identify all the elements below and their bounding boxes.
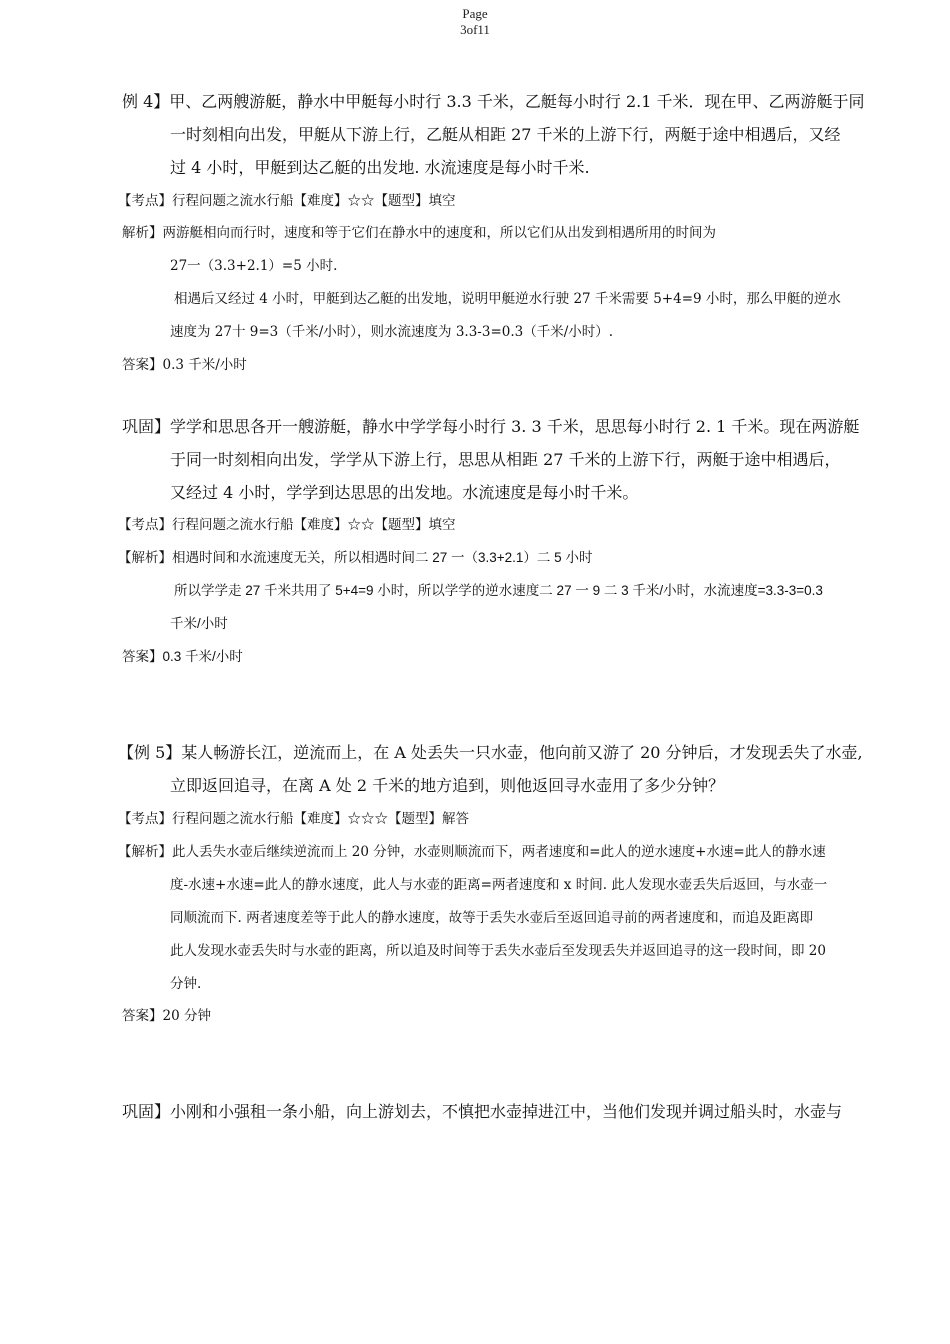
gg1-question-line-3: 又经过 4 小时，学学到达思思的出发地。水流速度是每小时千米。 (170, 483, 639, 502)
gg1-meta: 【考点】行程问题之流水行船【难度】☆☆【题型】填空 (118, 517, 456, 533)
ex4-analysis-line-4: 速度为 27十 9=3（千米/小时），则水流速度为 3.3-3=0.3（千米/小时）. (170, 324, 614, 340)
ex5-question-line-2: 立即返回追寻，在离 A 处 2 千米的地方追到，则他返回寻水壶用了多少分钟？ (170, 776, 725, 795)
ex4-question-line-3: 过 4 小时，甲艇到达乙艇的出发地. 水流速度是每小时千米. (170, 158, 590, 177)
ex5-analysis-line-2: 度-水速+水速=此人的静水速度，此人与水壶的距离=两者速度和 x 时间. 此人发现水壶丢失后返回，与水壶一 (170, 877, 828, 893)
ex4-meta: 【考点】行程问题之流水行船【难度】☆☆【题型】填空 (118, 193, 456, 209)
gg1-question-line-1: 巩固】学学和思思各开一艘游艇，静水中学学每小时行 3. 3 千米，思思每小时行 2. 1 千米。现在两游艇 (122, 417, 860, 436)
ex5-analysis-line-5: 分钟. (170, 976, 202, 992)
gg1-analysis-line-1: 【解析】相遇时间和水流速度无关，所以相遇时间二 27 一（3.3+2.1）二 5 小时 (118, 550, 593, 565)
page-header (0, 6, 950, 38)
page-label: Page (462, 6, 488, 21)
ex5-meta: 【考点】行程问题之流水行船【难度】☆☆☆【题型】解答 (118, 811, 469, 827)
ex4-answer: 答案】0.3 千米/小时 (122, 357, 247, 373)
ex4-question-line-1: 例 4】甲、乙两艘游艇，静水中甲艇每小时行 3.3 千米，乙艇每小时行 2.1 千米．现在甲、乙两游艇于同 (122, 92, 865, 111)
ex5-answer: 答案】20 分钟 (122, 1008, 211, 1024)
gg1-analysis-line-2: 所以学学走 27 千米共用了 5+4=9 小时，所以学学的逆水速度二 27 一 9 二 3 千米/小时，水流速度=3.3-3=0.3 (174, 583, 823, 598)
page-number: 3of11 (460, 22, 490, 37)
gg1-question-line-2: 于同一时刻相向出发，学学从下游上行，思思从相距 27 千米的上游下行，两艇于途中相遇后， (170, 450, 841, 469)
ex5-analysis-line-4: 此人发现水壶丢失时与水壶的距离，所以追及时间等于丢失水壶后至发现丢失并返回追寻的这一段时间，即 20 (170, 943, 826, 959)
ex5-question-line-1: 【例 5】某人畅游长江，逆流而上，在 A 处丢失一只水壶，他向前又游了 20 分钟后，才发现丢失了水壶, (118, 743, 863, 762)
ex5-analysis-line-1: 【解析】此人丢失水壶后继续逆流而上 20 分钟，水壶则顺流而下，两者速度和=此人的逆水速度+水速=此人的静水速 (118, 844, 826, 860)
ex5-analysis-line-3: 同顺流而下. 两者速度差等于此人的静水速度，故等于丢失水壶后至返回追寻前的两者速度和，而追及距离即 (170, 910, 814, 926)
gg1-answer: 答案】0.3 千米/小时 (122, 649, 243, 664)
gg1-analysis-line-3: 千米/小时 (170, 616, 228, 631)
ex4-question-line-2: 一时刻相向出发，甲艇从下游上行，乙艇从相距 27 千米的上游下行，两艇于途中相遇后，又经 (170, 125, 841, 144)
ex4-analysis-line-1: 解析】两游艇相向而行时，速度和等于它们在静水中的速度和，所以它们从出发到相遇所用的时间为 (122, 225, 716, 241)
ex4-analysis-line-3: 相遇后又经过 4 小时，甲艇到达乙艇的出发地，说明甲艇逆水行驶 27 千米需要 5+4=9 小时，那么甲艇的逆水 (174, 291, 841, 307)
gg2-question-line-1: 巩固】小刚和小强租一条小船，向上游划去，不慎把水壶掉进江中，当他们发现并调过船头时，水壶与 (122, 1102, 843, 1121)
ex4-analysis-line-2: 27一（3.3+2.1）=5 小时. (170, 258, 338, 274)
